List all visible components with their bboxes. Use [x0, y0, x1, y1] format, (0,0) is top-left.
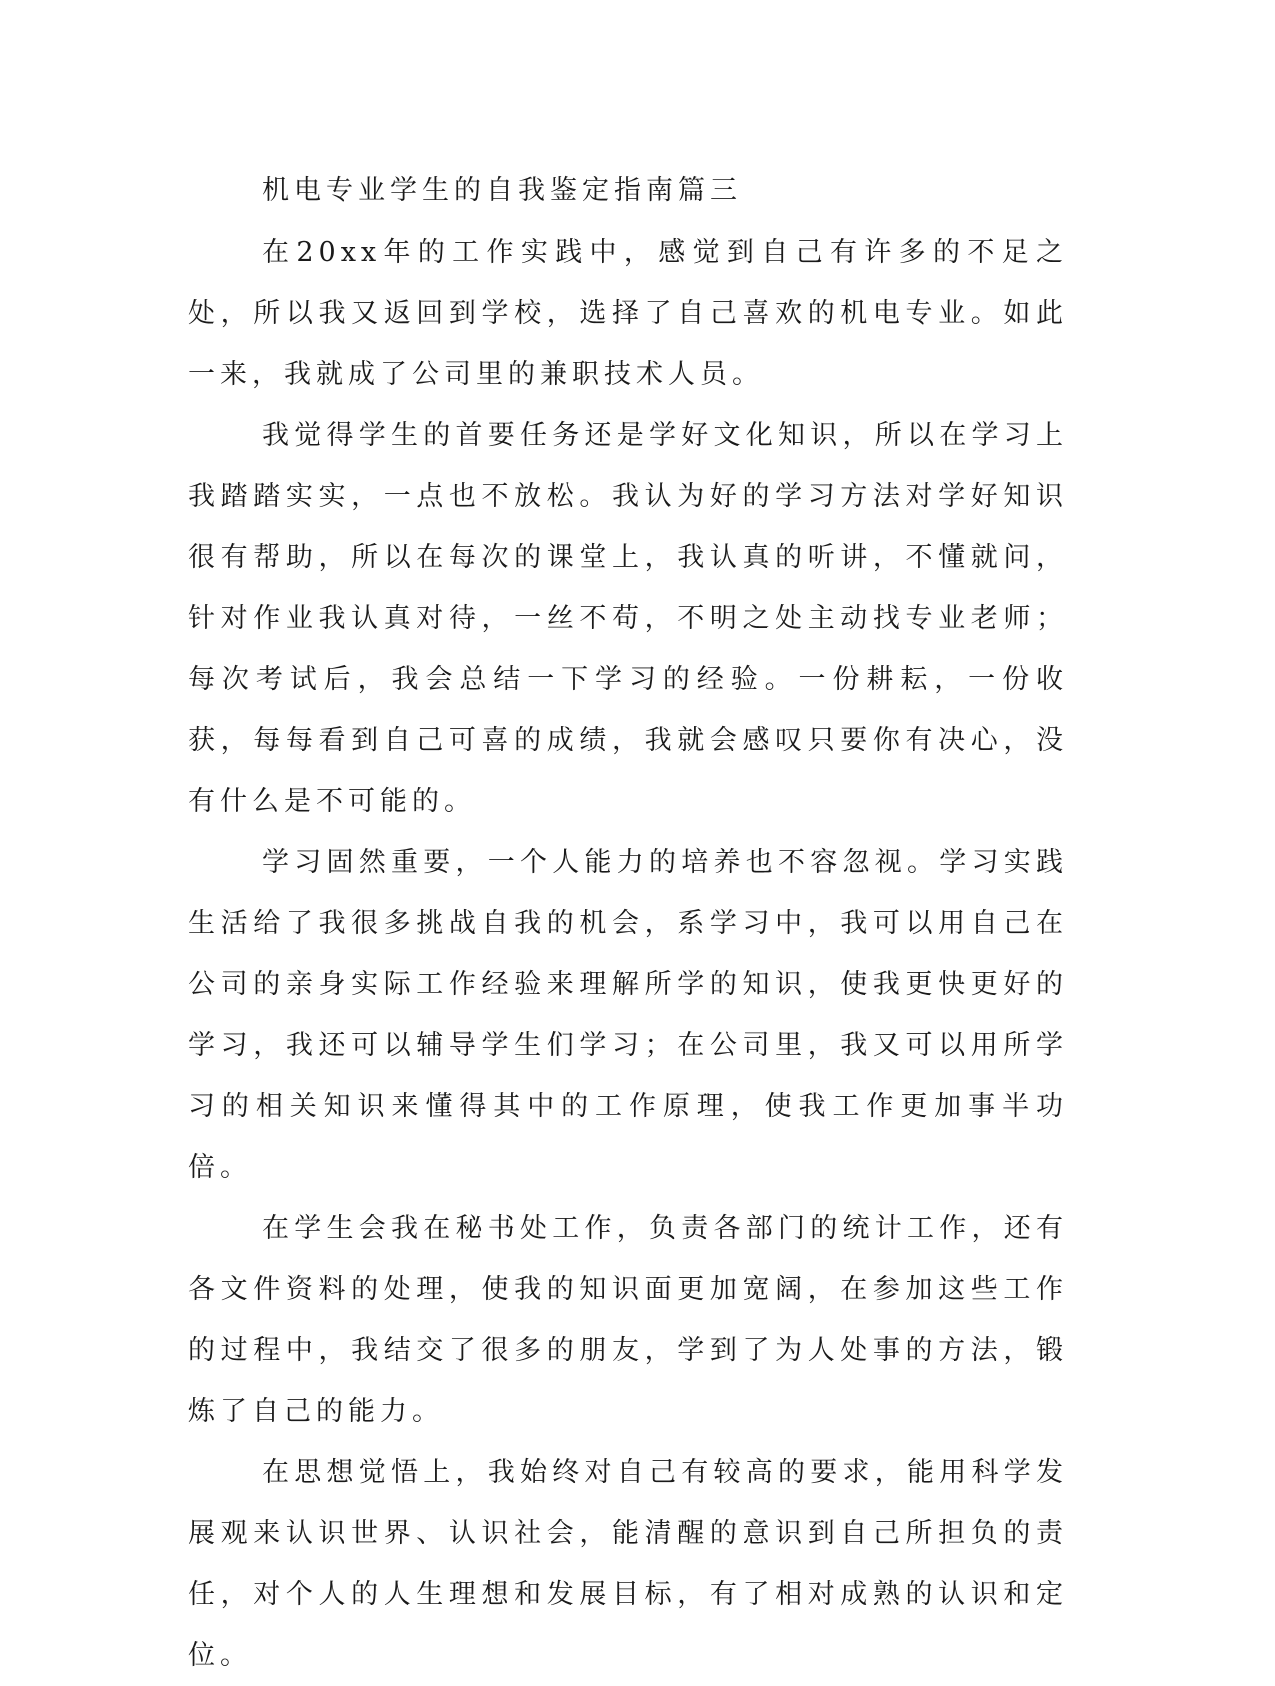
paragraph-2: 我觉得学生的首要任务还是学好文化知识，所以在学习上我踏踏实实，一点也不放松。我认为好的学习方法对学好知识很有帮助，所以在每次的课堂上，我认真的听讲，不懂就问，针对作业我认真对待，一丝不苟，不明之处主动找专业老师；每次考试后，我会总结一下学习的经验。一份耕耘，一份收获，每每看到自己可喜的成绩，我就会感叹只要你有决心，没有什么是不可能的。 — [188, 420, 1068, 817]
document-title: 机电专业学生的自我鉴定指南篇三 — [262, 175, 742, 206]
paragraph-5: 在思想觉悟上，我始终对自己有较高的要求，能用科学发展观来认识世界、认识社会，能清醒的意识到自己所担负的责任，对个人的人生理想和发展目标，有了相对成熟的认识和定位。 — [188, 1457, 1068, 1671]
paragraph-1: 在20xx年的工作实践中，感觉到自己有许多的不足之处，所以我又返回到学校，选择了自己喜欢的机电专业。如此一来，我就成了公司里的兼职技术人员。 — [188, 237, 1068, 390]
document-body — [188, 168, 1068, 1686]
paragraph-4: 在学生会我在秘书处工作，负责各部门的统计工作，还有各文件资料的处理，使我的知识面更加宽阔，在参加这些工作的过程中，我结交了很多的朋友，学到了为人处事的方法，锻炼了自己的能力。 — [188, 1213, 1068, 1427]
paragraph-3: 学习固然重要，一个人能力的培养也不容忽视。学习实践生活给了我很多挑战自我的机会，系学习中，我可以用自己在公司的亲身实际工作经验来理解所学的知识，使我更快更好的学习，我还可以辅导学生们学习；在公司里，我又可以用所学习的相关知识来懂得其中的工作原理，使我工作更加事半功倍。 — [188, 847, 1068, 1183]
